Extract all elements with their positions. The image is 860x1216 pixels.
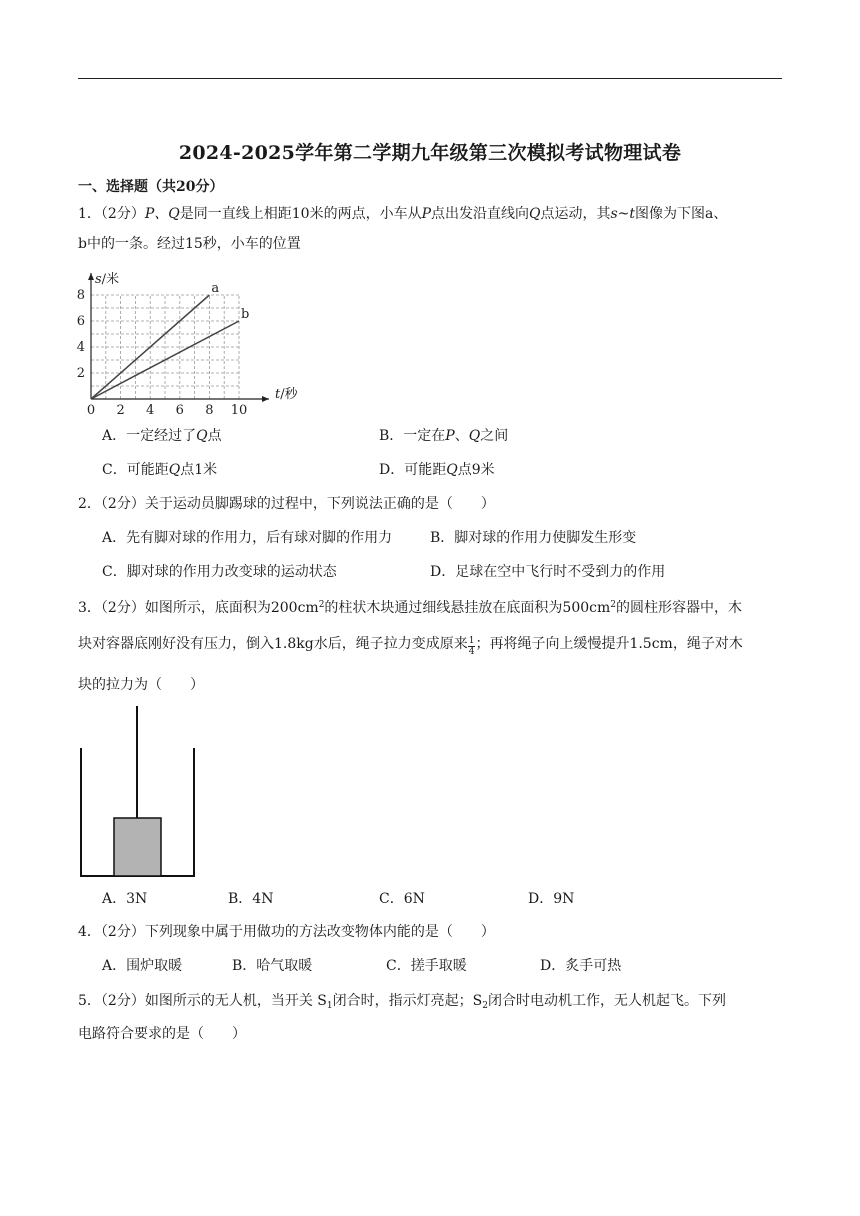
s-t-graph xyxy=(70,262,310,418)
q1-option-d[interactable]: D．可能距Q点9米 xyxy=(379,462,495,478)
x-tick-label: 0 xyxy=(86,403,96,418)
series-label-a: a xyxy=(211,281,220,296)
q3-option-a[interactable]: A．3N xyxy=(102,891,148,907)
y-tick-label: 2 xyxy=(76,366,85,381)
question-number: 5． xyxy=(78,993,101,1009)
fraction-one-quarter: $\frac{1}{4}$ xyxy=(468,636,475,657)
x-tick-label: 10 xyxy=(230,403,248,418)
question-score: （2分） xyxy=(100,496,145,512)
q1-option-b[interactable]: B．一定在P、Q之间 xyxy=(379,428,509,444)
question-number: 4． xyxy=(78,924,101,940)
exam-title: 2024-2025学年第二学期九年级第三次模拟考试物理试卷 xyxy=(178,142,682,164)
q4-option-d[interactable]: D．炙手可热 xyxy=(540,958,622,974)
y-tick-label: 6 xyxy=(76,314,85,329)
series-label-b: b xyxy=(241,307,250,322)
question-number: 1． xyxy=(78,206,101,222)
question-2-stem: 2．（2分）关于运动员脚踢球的过程中，下列说法正确的是（ ） xyxy=(78,496,495,512)
x-axis-label: t/秒 xyxy=(275,387,298,402)
question-score: （2分） xyxy=(100,600,145,616)
q2-option-d[interactable]: D．足球在空中飞行时不受到力的作用 xyxy=(430,564,666,580)
q4-option-c[interactable]: C．搓手取暖 xyxy=(386,958,467,974)
q2-option-b[interactable]: B．脚对球的作用力使脚发生形变 xyxy=(430,530,637,546)
x-axis-arrow xyxy=(262,396,269,402)
question-1-stem-line-1: 1．（2分）P、Q是同一直线上相距10米的两点，小车从P点出发沿直线向Q点运动，其s~t图像为下图a、 xyxy=(78,206,728,222)
y-axis-label: s/米 xyxy=(95,272,120,287)
question-5-stem-line-2: 电路符合要求的是（ ） xyxy=(78,1026,246,1042)
question-score: （2分） xyxy=(100,924,145,940)
question-number: 3． xyxy=(78,600,101,616)
question-5-stem-line-1: 5．（2分）如图所示的无人机，当开关 $S_1$闭合时，指示灯亮起；$S_2$闭合时电动机工作，无人机起飞。下列 xyxy=(78,993,726,1011)
question-number: 2． xyxy=(78,496,101,512)
q3-option-d[interactable]: D．9N xyxy=(528,891,575,907)
x-tick-label: 8 xyxy=(205,403,214,418)
question-3-stem-line-3: 块的拉力为（ ） xyxy=(78,677,204,693)
q3-option-c[interactable]: C．6N xyxy=(379,891,425,907)
y-tick-label: 8 xyxy=(76,288,85,303)
q2-option-a[interactable]: A．先有脚对球的作用力，后有球对脚的作用力 xyxy=(102,530,393,546)
question-score: （2分） xyxy=(100,206,145,222)
section-heading: 一、选择题（共20分） xyxy=(78,179,224,195)
q4-option-a[interactable]: A．围炉取暖 xyxy=(102,958,183,974)
question-3-stem-line-2: 块对容器底刚好没有压力，倒入1.8kg水后，绳子拉力变成原来 $\frac{1}{4}$ ；再将绳子向上缓慢提升1.5cm，绳子对木 xyxy=(78,636,743,657)
x-tick-label: 2 xyxy=(116,403,125,418)
question-3-stem-line-1: 3．（2分）如图所示，底面积为$200cm^2$的柱状木块通过细线悬挂放在底面积为$500cm^2$的圆柱形容器中，木 xyxy=(78,600,742,616)
y-axis-arrow xyxy=(88,273,94,280)
header-rule xyxy=(78,78,782,79)
x-tick-label: 4 xyxy=(146,403,155,418)
container-block-diagram xyxy=(75,702,205,882)
question-score: （2分） xyxy=(100,993,145,1009)
y-tick-label: 4 xyxy=(76,340,85,355)
q3-option-b[interactable]: B．4N xyxy=(228,891,274,907)
q1-option-c[interactable]: C．可能距Q点1米 xyxy=(102,462,218,478)
question-4-stem: 4．（2分）下列现象中属于用做功的方法改变物体内能的是（ ） xyxy=(78,924,495,940)
q1-option-a[interactable]: A．一定经过了Q点 xyxy=(102,428,222,444)
x-tick-label: 6 xyxy=(175,403,184,418)
q2-option-c[interactable]: C．脚对球的作用力改变球的运动状态 xyxy=(102,564,337,580)
q4-option-b[interactable]: B．哈气取暖 xyxy=(232,958,313,974)
question-1-stem-line-2: b中的一条。经过15秒，小车的位置 xyxy=(78,236,301,252)
